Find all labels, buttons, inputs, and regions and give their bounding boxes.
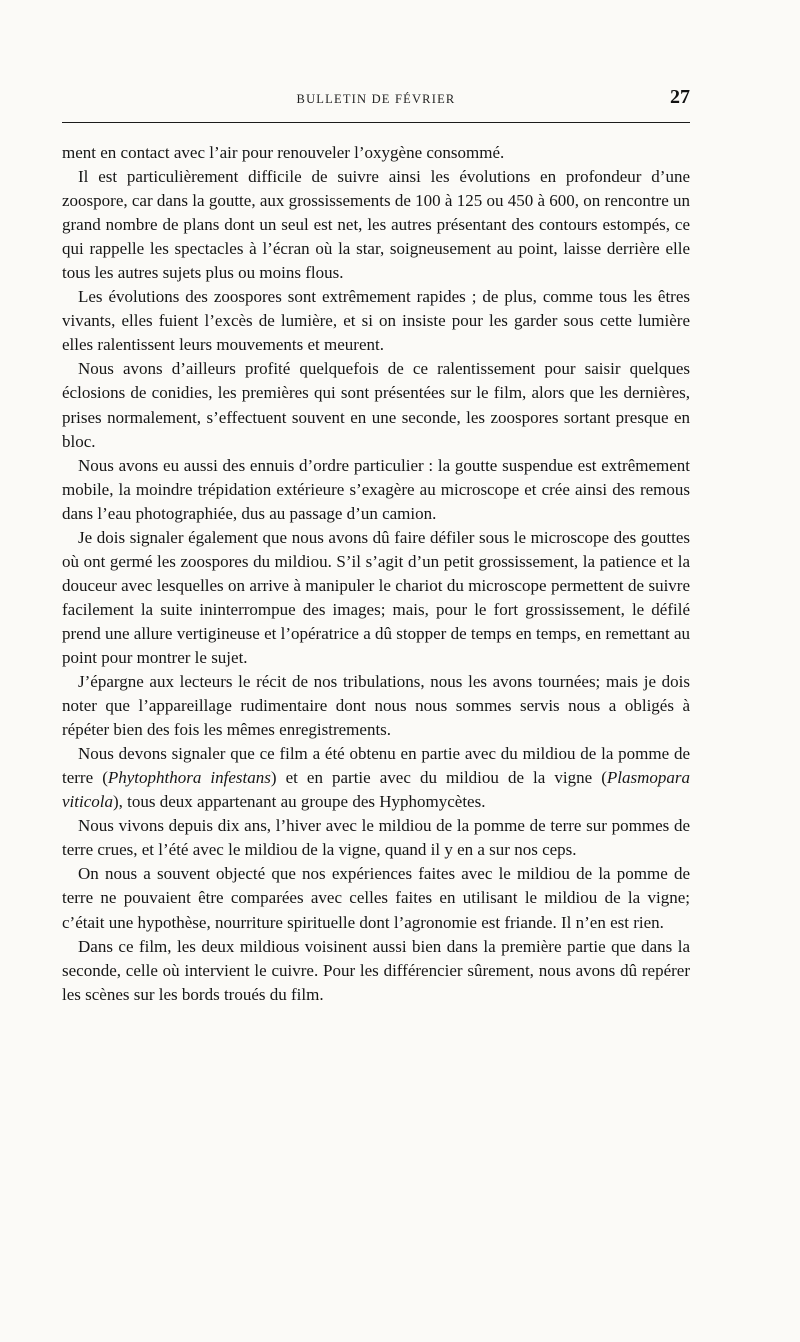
paragraph: Il est particulièrement difficile de suivre ainsi les évolutions en profondeur d’une zoospore, car dans la goutte, aux grossissements de 100 à 125 ou 450 à 600, on rencontre un grand nombre de plans dont un seul est net, les autres présentant des contours estompés, ce qui rappelle les spectacles à l’écran où la star, soigneusement au point, laisse derrière elle tous les autres sujets plus ou moins flous.	[62, 167, 690, 283]
species-text-after: ), tous deux appartenant au groupe des Hyphomycètes.	[112, 792, 486, 812]
running-title: BULLETIN DE FÉVRIER	[296, 92, 456, 106]
paragraph: Nous vivons depuis dix ans, l’hiver avec le mildiou de la pomme de terre sur pommes de terre crues, et l’été avec le mildiou de la vigne, quand il y en a sur nos ceps.	[62, 816, 690, 860]
species-name-potato: Phytophthora infestans	[107, 768, 271, 788]
species-text-between: ) et en partie avec du mildiou de la vigne (	[270, 768, 607, 788]
paragraph: Les évolutions des zoospores sont extrêmement rapides ; de plus, comme tous les êtres vivants, elles fuient l’excès de lumière, et si on insiste pour les garder sous cette lumière elles ralentissent leurs mouvements et meurent.	[62, 287, 690, 355]
paragraph: Je dois signaler également que nous avons dû faire défiler sous le microscope des gouttes où ont germé les zoospores du mildiou. S’il s’agit d’un petit grossissement, la patience et la douceur avec lesquelles on arrive à manipuler le chariot du microscope permettent de suivre facilement la suite ininterrompue des images; mais, pour le fort grossissement, le défilé prend une allure vertigineuse et l’opératrice a dû stopper de temps en temps, en remettant au point pour montrer le sujet.	[62, 527, 690, 667]
body-text	[62, 141, 690, 1007]
paragraph: J’épargne aux lecteurs le récit de nos tribulations, nous les avons tournées; mais je dois noter que l’appareillage rudimentaire dont nous nous sommes servis nous a obligés à répéter bien des fois les mêmes enregistrements.	[62, 672, 690, 740]
paragraph-species	[62, 742, 690, 814]
paragraph: Nous avons d’ailleurs profité quelquefois de ce ralentissement pour saisir quelques éclosions de conidies, les premières qui sont présentées sur le film, alors que les dernières, prises normalement, s’effectuent souvent en une seconde, les zoospores sortant presque en bloc.	[62, 359, 690, 451]
paragraph-continuation: ment en contact avec l’air pour renouveler l’oxygène consommé.	[62, 143, 505, 162]
page-number: 27	[670, 86, 690, 108]
book-page	[62, 0, 690, 1342]
species-text-before: Nous devons signaler que ce film a été obtenu en partie avec du mildiou de la pomme de terre (	[62, 744, 690, 788]
header-rule	[62, 122, 690, 123]
species-name-vine: Plasmopara viticola	[62, 768, 690, 812]
paragraph: On nous a souvent objecté que nos expériences faites avec le mildiou de la pomme de terre ne pouvaient être comparées avec celles faites en utilisant le mildiou de la vigne; c’était une hypothèse, nourriture spirituelle dont l’agronomie est friande. Il n’en est rien.	[62, 864, 690, 932]
paragraph: Nous avons eu aussi des ennuis d’ordre particulier : la goutte suspendue est extrêmement mobile, la moindre trépidation extérieure s’exagère au microscope et crée ainsi des remous dans l’eau photographiée, dus au passage d’un camion.	[62, 455, 690, 523]
paragraph: Dans ce film, les deux mildious voisinent aussi bien dans la première partie que dans la seconde, celle où intervient le cuivre. Pour les différencier sûrement, nous avons dû repérer les scènes sur les bords troués du film.	[62, 936, 690, 1004]
page-header	[62, 86, 690, 118]
